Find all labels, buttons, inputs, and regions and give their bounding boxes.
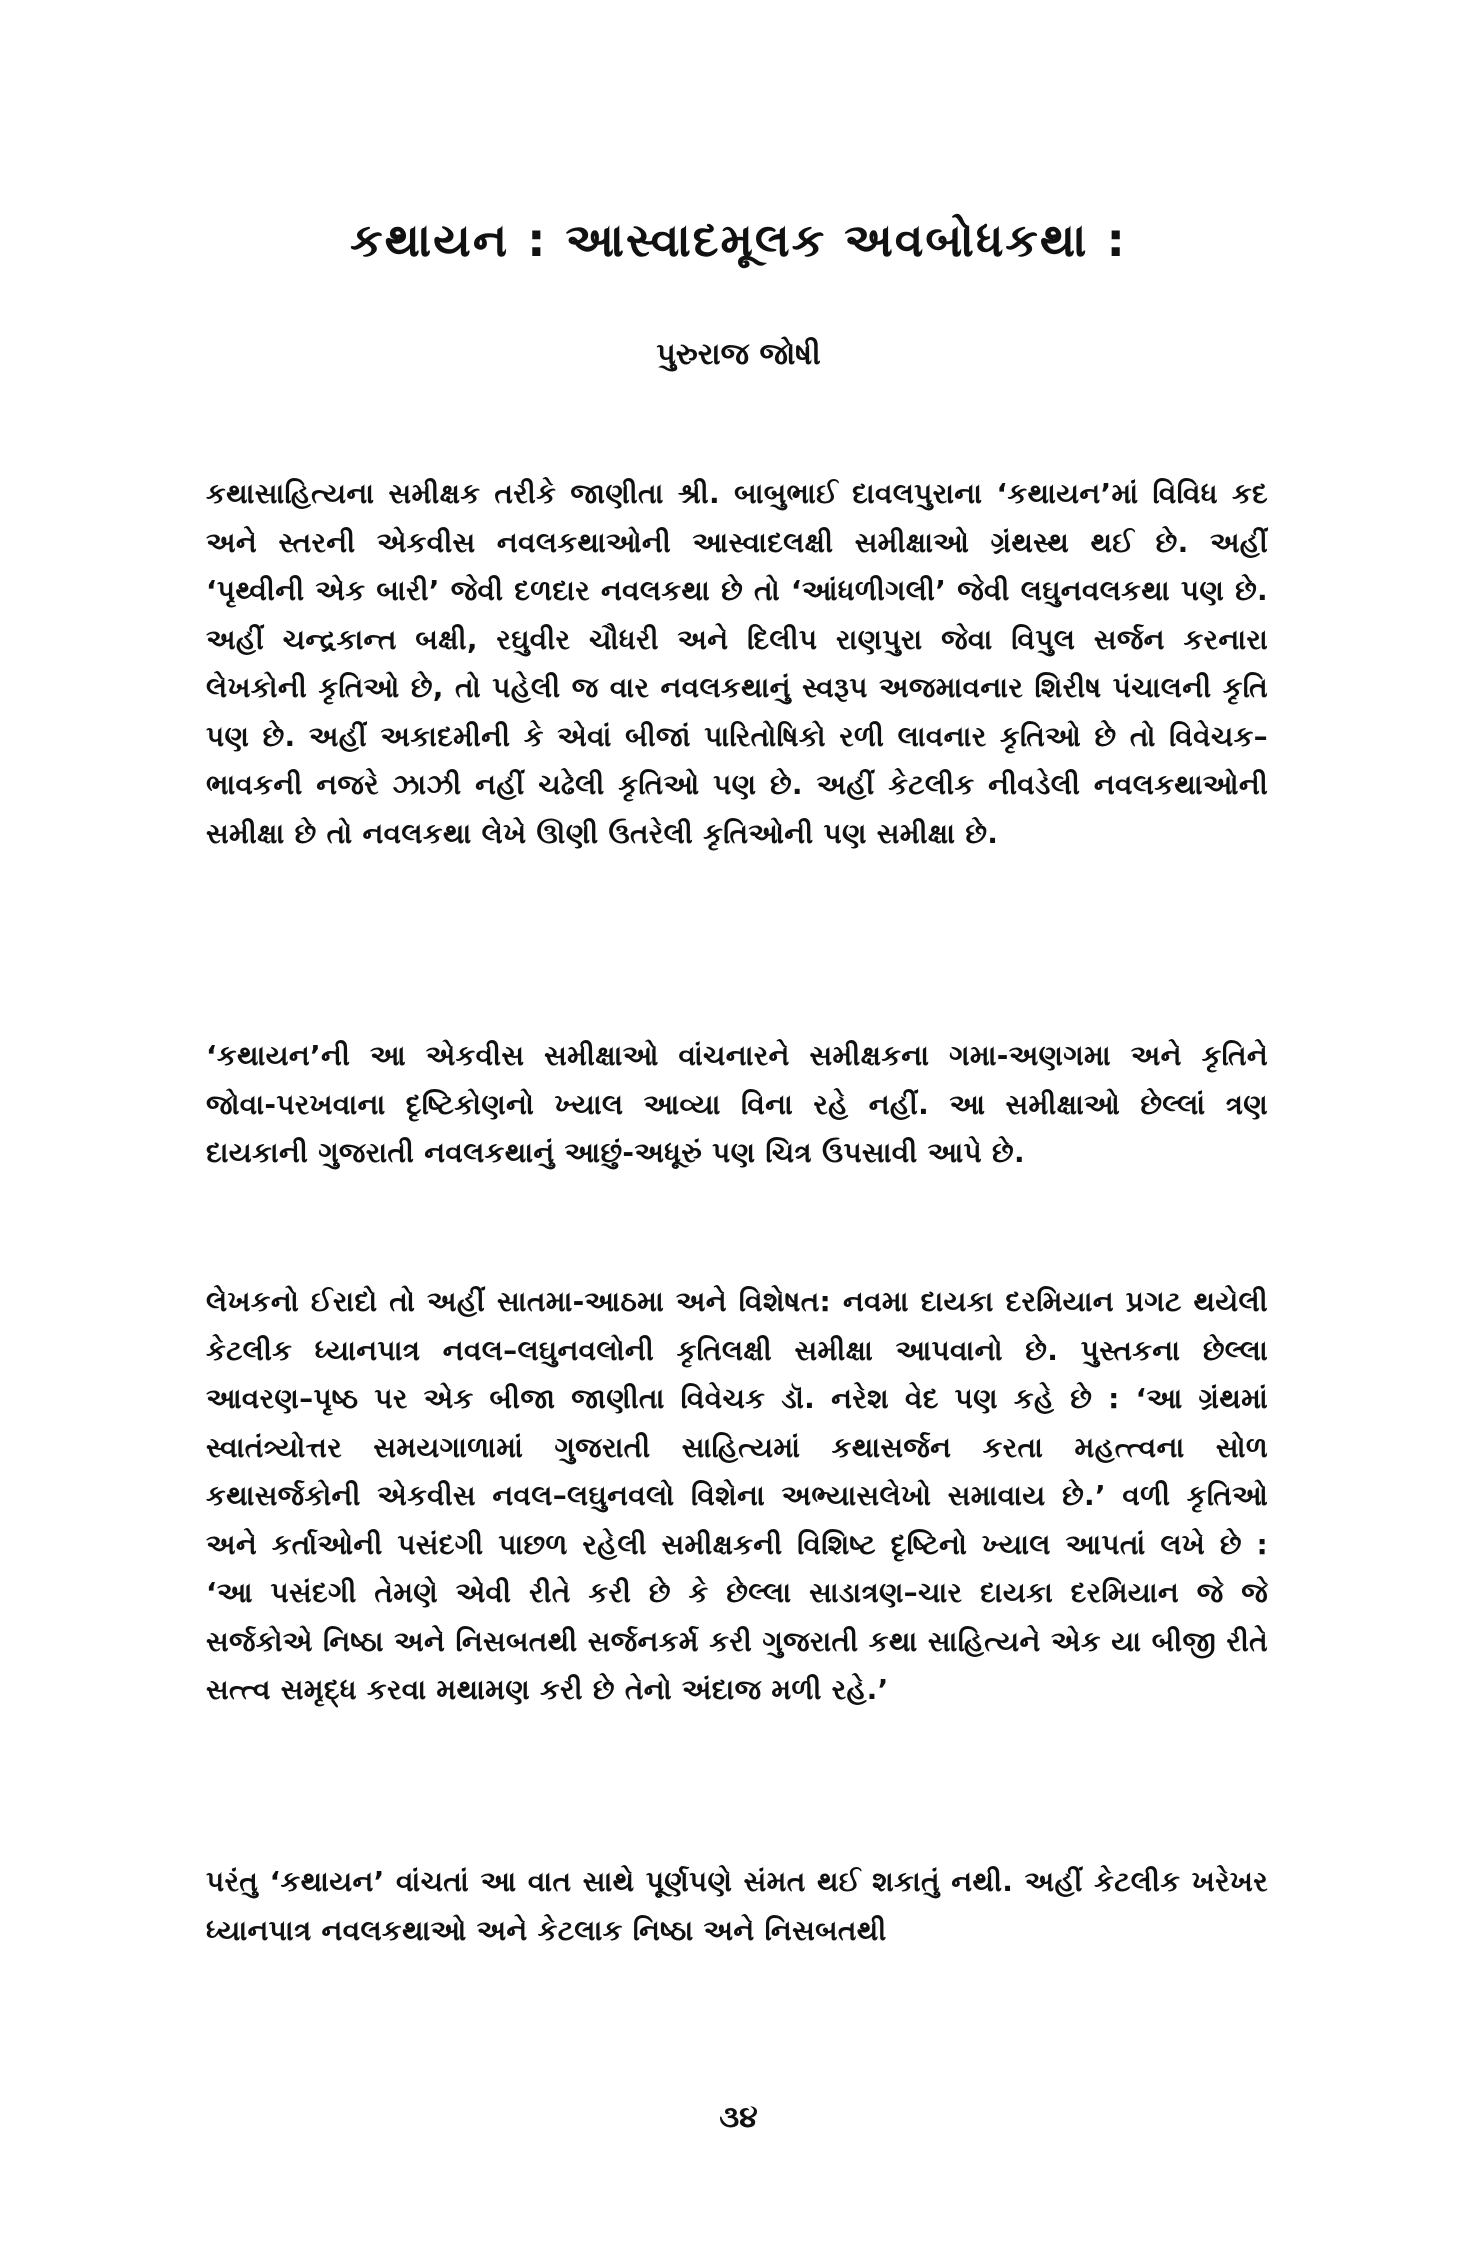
paragraph-2: ‘કથાયન’ની આ એકવીસ સમીક્ષાઓ વાંચનારને સમીક્ષકના ગમા-અણગમા અને કૃતિને જોવા-પરખવાના દૃષ્ટિકોણનો ખ્યાલ આવ્યા વિના રહે નહીં. આ સમીક્ષાઓ છેલ્લાં ત્રણ દાયકાની ગુજરાતી નવલકથાનું આછું-અધૂરું પણ ચિત્ર ઉપસાવી આપે છે. — [206, 1039, 1268, 1169]
paragraph-3: લેખકનો ઈરાદો તો અહીં સાતમા-આઠમા અને વિશેષત: નવમા દાયકા દરમિયાન પ્રગટ થયેલી કેટલીક ધ્યાનપાત્ર નવલ–લઘુનવલોની કૃતિલક્ષી સમીક્ષા આપવાનો છે. પુસ્તકના છેલ્લા આવરણ–પૃષ્ઠ પર એક બીજા જાણીતા વિવેચક ડૉ. નરેશ વેદ પણ કહે છે : ‘આ ગ્રંથમાં સ્વાતંત્ર્યોત્તર સમયગાળામાં ગુજરાતી સાહિત્યમાં કથાસર્જન કરતા મહત્ત્વના સોળ કથાસર્જકોની એકવીસ નવલ–લઘુનવલો વિશેના અભ્યાસલેખો સમાવાય છે.’ વળી કૃતિઓ અને કર્તાઓની પસંદગી પાછળ રહેલી સમીક્ષકની વિશિષ્ટ દૃષ્ટિનો ખ્યાલ આપતાં લખે છે : ‘આ પસંદગી તેમણે એવી રીતે કરી છે કે છેલ્લા સાડાત્રણ–ચાર દાયકા દરમિયાન જે જે સર્જકોએ નિષ્ઠા અને નિસબતથી સર્જનકર્મ કરી ગુજરાતી કથા સાહિત્યને એક યા બીજી રીતે સત્ત્વ સમૃદ્ધ કરવા મથામણ કરી છે તેનો અંદાજ મળી રહે.’ — [206, 1285, 1268, 1706]
author-name: પુરુરાજ જોષી — [656, 337, 821, 372]
essay-title: કથાયન : આસ્વાદમૂલક અવબોધકથા : — [350, 213, 1127, 267]
paragraph-4: પરંતુ ‘કથાયન’ વાંચતાં આ વાત સાથે પૂર્ણપણે સંમત થઈ શકાતું નથી. અહીં કેટલીક ખરેખર ધ્યાનપાત્ર નવલકથાઓ અને કેટલાક નિષ્ઠા અને નિસબતથી — [206, 1865, 1268, 1947]
paragraph-1: કથાસાહિત્યના સમીક્ષક તરીકે જાણીતા શ્રી. બાબુભાઈ દાવલપુરાના ‘કથાયન’માં વિવિધ કદ અને સ્તરની એકવીસ નવલકથાઓની આસ્વાદલક્ષી સમીક્ષાઓ ગ્રંથસ્થ થઈ છે. અહીં ‘પૃથ્વીની એક બારી’ જેવી દળદાર નવલકથા છે તો ‘આંધળીગલી’ જેવી લઘુનવલકથા પણ છે. અહીં ચન્દ્રકાન્ત બક્ષી, રઘુવીર ચૌધરી અને દિલીપ રાણપુરા જેવા વિપુલ સર્જન કરનારા લેખકોની કૃતિઓ છે, તો પહેલી જ વાર નવલકથાનું સ્વરૂપ અજમાવનાર શિરીષ પંચાલની કૃતિ પણ છે. અહીં અકાદમીની કે એવાં બીજાં પારિતોષિકો રળી લાવનાર કૃતિઓ છે તો વિવેચક–ભાવકની નજરે ઝાઝી નહીં ચઢેલી કૃતિઓ પણ છે. અહીં કેટલીક નીવડેલી નવલકથાઓની સમીક્ષા છે તો નવલકથા લેખે ઊણી ઉતરેલી કૃતિઓની પણ સમીક્ષા છે. — [206, 477, 1268, 850]
page-number: ૩૪ — [719, 2100, 758, 2135]
